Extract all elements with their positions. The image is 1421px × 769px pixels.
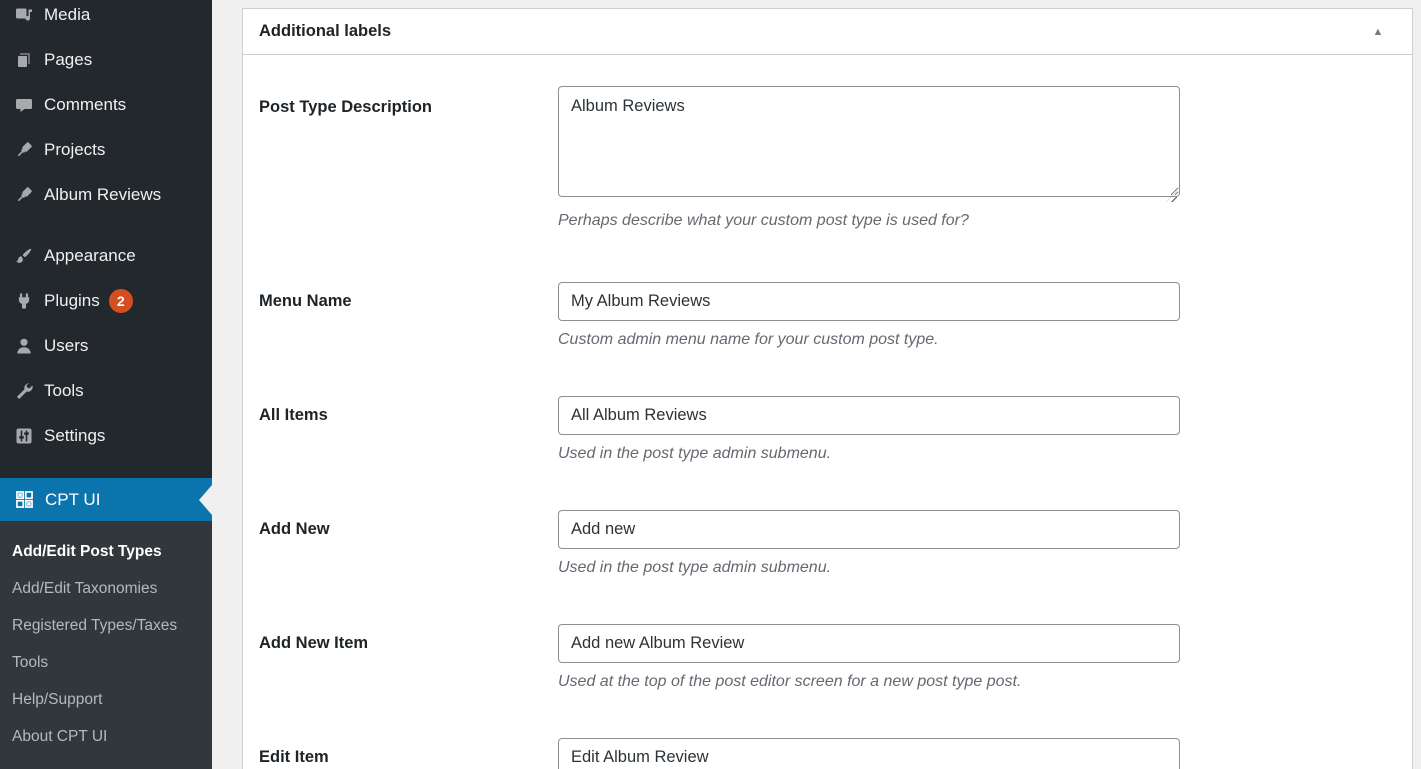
sidebar-item-pages[interactable] <box>0 37 212 82</box>
user-icon <box>14 336 34 356</box>
submenu-label: Tools <box>12 653 49 671</box>
field-control <box>558 86 1180 230</box>
sidebar-item-plugins[interactable] <box>0 278 212 323</box>
comments-icon <box>14 95 34 115</box>
sidebar-item-label: Appearance <box>44 245 136 265</box>
field-row-menu-name <box>259 282 1396 349</box>
media-icon <box>14 5 34 25</box>
sidebar-item-cpt-ui[interactable] <box>0 478 212 521</box>
submenu-item-add-edit-post-types[interactable] <box>0 533 212 570</box>
submenu-item-add-edit-taxonomies[interactable] <box>0 570 212 607</box>
sidebar-item-users[interactable] <box>0 323 212 368</box>
sidebar-item-label: Album Reviews <box>44 184 162 204</box>
panel-header <box>243 9 1412 55</box>
field-label: Add New Item <box>259 634 369 652</box>
collapse-panel-button[interactable] <box>1360 14 1396 50</box>
add-new-item-input[interactable] <box>558 624 1180 663</box>
submenu-label: Add/Edit Taxonomies <box>12 579 158 597</box>
triangle-up-icon: ▲ <box>1372 25 1384 38</box>
plugins-update-badge: 2 <box>109 289 133 313</box>
appearance-brush-icon <box>14 246 34 266</box>
submenu-item-about-cpt-ui[interactable] <box>0 718 212 755</box>
field-control <box>558 396 1180 463</box>
sidebar-item-label: Comments <box>44 94 127 114</box>
panel-title: Additional labels <box>259 22 392 40</box>
sidebar-item-label: Settings <box>44 425 106 445</box>
all-items-input[interactable] <box>558 396 1180 435</box>
sidebar-menu-top <box>0 0 212 217</box>
submenu-label: Registered Types/Taxes <box>12 616 178 634</box>
menu-name-input[interactable] <box>558 282 1180 321</box>
sidebar-item-label: Media <box>44 4 91 24</box>
submenu-item-tools[interactable] <box>0 644 212 681</box>
field-label: Menu Name <box>259 292 352 310</box>
field-label: Add New <box>259 520 330 538</box>
post-type-description-textarea[interactable] <box>558 86 1180 197</box>
submenu-label: Help/Support <box>12 690 103 708</box>
field-control <box>558 282 1180 349</box>
field-help-text: Perhaps describe what your custom post type is used for? <box>558 212 969 229</box>
sidebar-item-label: Pages <box>44 49 93 69</box>
sidebar-item-label: CPT UI <box>45 489 101 509</box>
cptui-grid-icon <box>14 489 35 510</box>
field-control <box>558 624 1180 691</box>
additional-labels-panel <box>242 8 1413 769</box>
panel-body <box>243 55 1412 769</box>
field-label: All Items <box>259 406 328 424</box>
sidebar-item-label: Tools <box>44 380 84 400</box>
sidebar-item-album-reviews[interactable] <box>0 172 212 217</box>
field-row-edit-item <box>259 738 1396 769</box>
submenu-label: About CPT UI <box>12 727 108 745</box>
field-row-add-new-item <box>259 624 1396 691</box>
field-control <box>558 510 1180 577</box>
field-row-post-type-description <box>259 86 1396 230</box>
settings-sliders-icon <box>14 426 34 446</box>
admin-sidebar <box>0 0 212 769</box>
submenu-label: Add/Edit Post Types <box>12 542 162 560</box>
add-new-input[interactable] <box>558 510 1180 549</box>
edit-item-input[interactable] <box>558 738 1180 769</box>
sidebar-item-projects[interactable] <box>0 127 212 172</box>
submenu-item-help-support[interactable] <box>0 681 212 718</box>
sidebar-menu-mid <box>0 233 212 458</box>
field-row-all-items <box>259 396 1396 463</box>
field-help-text: Used in the post type admin submenu. <box>558 559 832 576</box>
sidebar-item-tools[interactable] <box>0 368 212 413</box>
field-help-text: Custom admin menu name for your custom post type. <box>558 331 939 348</box>
sidebar-item-label: Plugins <box>44 290 100 310</box>
pushpin-icon <box>14 140 34 160</box>
field-help-text: Used in the post type admin submenu. <box>558 445 832 462</box>
sidebar-item-settings[interactable] <box>0 413 212 458</box>
submenu-item-registered-types-taxes[interactable] <box>0 607 212 644</box>
field-label: Edit Item <box>259 748 329 766</box>
sidebar-item-label: Projects <box>44 139 106 159</box>
sidebar-item-media[interactable] <box>0 0 212 37</box>
field-control <box>558 738 1180 769</box>
sidebar-item-appearance[interactable] <box>0 233 212 278</box>
cpt-ui-submenu <box>0 521 212 769</box>
field-label: Post Type Description <box>259 98 432 116</box>
plugin-icon <box>14 291 34 311</box>
sidebar-item-label: Users <box>44 335 89 355</box>
field-help-text: Used at the top of the post editor screen for a new post type post. <box>558 673 1022 690</box>
field-row-add-new <box>259 510 1396 577</box>
wrench-icon <box>14 381 34 401</box>
active-menu-arrow <box>199 485 212 515</box>
pages-icon <box>14 50 34 70</box>
pushpin-icon <box>14 185 34 205</box>
sidebar-item-comments[interactable] <box>0 82 212 127</box>
